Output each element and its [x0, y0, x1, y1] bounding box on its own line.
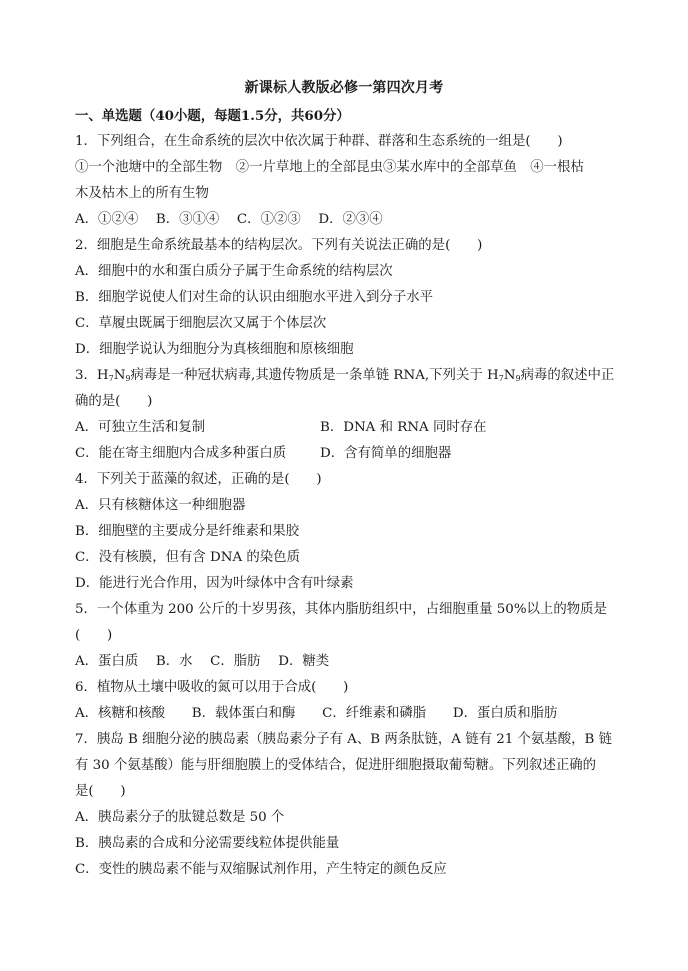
q3-options-row1	[75, 415, 615, 441]
q7-stem-line3: 是( )	[75, 784, 126, 799]
q5-stem-line2: ( )	[75, 628, 113, 643]
q3-subscript: 9	[515, 374, 521, 383]
q7-stem-line1: 7．胰岛 B 细胞分泌的胰岛素（胰岛素分子有 A、B 两条肽链，A 链有 21 个氨基酸，B 链	[75, 732, 612, 747]
q3-option-a: A．可独立生活和复制	[75, 420, 206, 435]
q3-stem-part: N	[113, 368, 126, 383]
exam-body	[75, 103, 615, 883]
q1-options: A．①②④ B．③①④ C．①②③ D．②③④	[75, 212, 383, 227]
q3-option-d: D．含有简单的细胞器	[320, 446, 452, 461]
q3-option-b: B．DNA 和 RNA 同时存在	[320, 420, 487, 435]
q1-stem: 1．下列组合，在生命系统的层次中依次属于种群、群落和生态系统的一组是( )	[75, 134, 563, 149]
q3-options-row2	[75, 441, 615, 467]
document-title: 新课标人教版必修一第四次月考	[244, 80, 444, 96]
q5-stem: 5．一个体重为 200 公斤的十岁男孩，其体内脂肪组织中，占细胞重量 50%以上的物质是	[75, 602, 607, 617]
q5-options: A．蛋白质 B．水 C．脂肪 D．糖类	[75, 654, 330, 669]
q6-stem: 6．植物从土壤中吸收的氮可以用于合成( )	[75, 680, 349, 695]
q3-subscript: 7	[108, 374, 114, 383]
q3-subscript: 7	[498, 374, 504, 383]
section-heading: 一、单选题（40小题，每题1.5分，共60分）	[75, 108, 350, 124]
q3-stem-line2: 确的是( )	[75, 394, 153, 409]
q1-items-line2: 木及枯木上的所有生物	[75, 186, 209, 201]
q2-stem: 2．细胞是生命系统最基本的结构层次。下列有关说法正确的是( )	[75, 238, 483, 253]
q4-stem: 4．下列关于蓝藻的叙述，正确的是( )	[75, 472, 322, 487]
q6-options: A．核糖和核酸 B．载体蛋白和酶 C．纤维素和磷脂 D．蛋白质和脂肪	[75, 706, 558, 721]
q4-option-c: C．没有核膜，但有含 DNA 的染色质	[75, 550, 300, 565]
q3-stem-part: N	[503, 368, 516, 383]
q7-stem-line2: 有 30 个氨基酸）能与肝细胞膜上的受体结合，促进肝细胞摄取葡萄糖。下列叙述正确的	[75, 758, 597, 773]
q2-option-a: A．细胞中的水和蛋白质分子属于生命系统的结构层次	[75, 264, 393, 279]
q2-option-b: B．细胞学说使人们对生命的认识由细胞水平进入到分子水平	[75, 290, 433, 305]
q3-stem-end: 病毒的叙述中正	[520, 368, 615, 383]
q7-option-a: A．胰岛素分子的肽键总数是 50 个	[75, 810, 285, 825]
q2-option-c: C．草履虫既属于细胞层次又属于个体层次	[75, 316, 327, 331]
q3-stem-part: 病毒是一种冠状病毒,其遗传物质是一条单链 RNA,下列关于 H	[130, 368, 499, 383]
q4-option-a: A．只有核糖体这一种细胞器	[75, 498, 246, 513]
q4-option-b: B．细胞壁的主要成分是纤维素和果胶	[75, 524, 300, 539]
q3-option-c: C．能在寄主细胞内合成多种蛋白质	[75, 446, 287, 461]
q7-option-b: B．胰岛素的合成和分泌需要线粒体提供能量	[75, 836, 340, 851]
q3-subscript: 9	[125, 374, 131, 383]
q3-stem	[75, 363, 615, 389]
q2-option-d: D．细胞学说认为细胞分为真核细胞和原核细胞	[75, 342, 354, 357]
q4-option-d: D．能进行光合作用，因为叶绿体中含有叶绿素	[75, 576, 354, 591]
q1-items-line1: ①一个池塘中的全部生物 ②一片草地上的全部昆虫③某水库中的全部草鱼 ④一根枯	[75, 160, 584, 175]
q7-option-c: C．变性的胰岛素不能与双缩脲试剂作用，产生特定的颜色反应	[75, 862, 447, 877]
q3-stem-prefix: 3．H	[75, 368, 109, 383]
